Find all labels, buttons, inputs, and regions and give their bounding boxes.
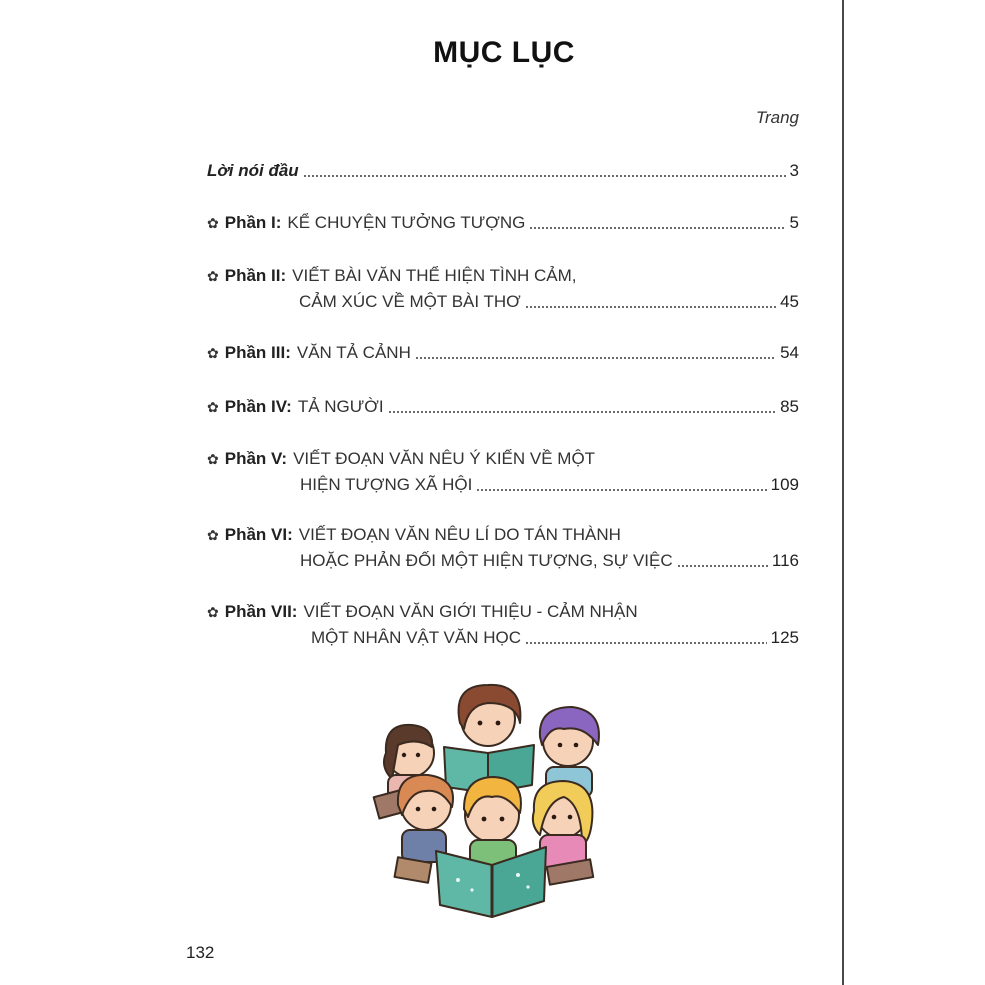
toc-entry-part-6[interactable]: [207, 522, 799, 574]
toc-entry-heading: TẢ NGƯỜI: [297, 397, 384, 416]
dot-leader: [476, 488, 766, 493]
flower-bullet-icon: ✿: [207, 399, 219, 415]
dot-leader: [415, 356, 776, 361]
dot-leader: [677, 564, 768, 569]
toc-page-number: 85: [780, 397, 799, 416]
page-edge-divider: [842, 0, 844, 985]
page-number: 132: [186, 943, 215, 962]
toc-page-number: 3: [789, 161, 799, 180]
dot-leader: [525, 305, 776, 310]
toc-page-number: 45: [780, 292, 799, 311]
toc-entry-label: Phần IV:: [224, 397, 292, 416]
toc-entry-part-2[interactable]: [207, 263, 799, 315]
toc-entry-label: Phần VI:: [224, 525, 293, 544]
toc-entry-part-3[interactable]: [207, 340, 799, 366]
page-title: MỤC LỤC: [433, 36, 575, 69]
flower-bullet-icon: ✿: [207, 345, 219, 361]
toc-page-number: 125: [770, 628, 799, 647]
toc-page-number: 109: [770, 475, 799, 494]
toc-entry-heading: VIẾT ĐOẠN VĂN NÊU LÍ DO TÁN THÀNH: [298, 525, 621, 544]
toc-entry-label: Phần VII:: [224, 602, 298, 621]
dot-leader: [388, 410, 777, 415]
toc-entry-label: Phần V:: [224, 449, 288, 468]
children-reading-illustration: [368, 675, 613, 920]
dot-leader: [529, 226, 785, 231]
toc-entry-part-1[interactable]: [207, 210, 799, 236]
flower-bullet-icon: ✿: [207, 268, 219, 284]
flower-bullet-icon: ✿: [207, 215, 219, 231]
toc-entry-part-4[interactable]: [207, 394, 799, 420]
toc-entry-heading: KỂ CHUYỆN TƯỞNG TƯỢNG: [287, 213, 526, 232]
toc-entry-label: Phần I:: [224, 213, 282, 232]
toc-page-number: 116: [771, 551, 799, 570]
toc-entry-label: Phần III:: [224, 343, 291, 362]
toc-entry-heading-continued: MỘT NHÂN VẬT VĂN HỌC: [311, 628, 522, 647]
page-column-label: Trang: [755, 108, 799, 127]
dot-leader: [303, 174, 786, 179]
toc-page-number: 54: [780, 343, 799, 362]
toc-entry-preface[interactable]: [207, 158, 799, 184]
toc-entry-heading: VIẾT ĐOẠN VĂN GIỚI THIỆU - CẢM NHẬN: [303, 602, 638, 621]
toc-entry-heading: VĂN TẢ CẢNH: [296, 343, 411, 362]
toc-entry-part-5[interactable]: [207, 446, 799, 498]
toc-entry-heading-continued: HOẶC PHẢN ĐỐI MỘT HIỆN TƯỢNG, SỰ VIỆC: [300, 551, 673, 570]
toc-entry-heading: VIẾT BÀI VĂN THỂ HIỆN TÌNH CẢM,: [292, 266, 577, 285]
toc-entry-heading-continued: HIỆN TƯỢNG XÃ HỘI: [300, 475, 473, 494]
toc-entry-heading-continued: CẢM XÚC VỀ MỘT BÀI THƠ: [299, 292, 521, 311]
flower-bullet-icon: ✿: [207, 604, 219, 620]
flower-bullet-icon: ✿: [207, 451, 219, 467]
toc-entry-part-7[interactable]: [207, 599, 799, 651]
toc-entry-label: Phần II:: [224, 266, 287, 285]
toc-page-number: 5: [789, 213, 799, 232]
flower-bullet-icon: ✿: [207, 527, 219, 543]
toc-entry-heading: VIẾT ĐOẠN VĂN NÊU Ý KIẾN VỀ MỘT: [293, 449, 596, 468]
toc-entry-label: Lời nói đầu: [207, 161, 299, 180]
dot-leader: [525, 641, 767, 646]
